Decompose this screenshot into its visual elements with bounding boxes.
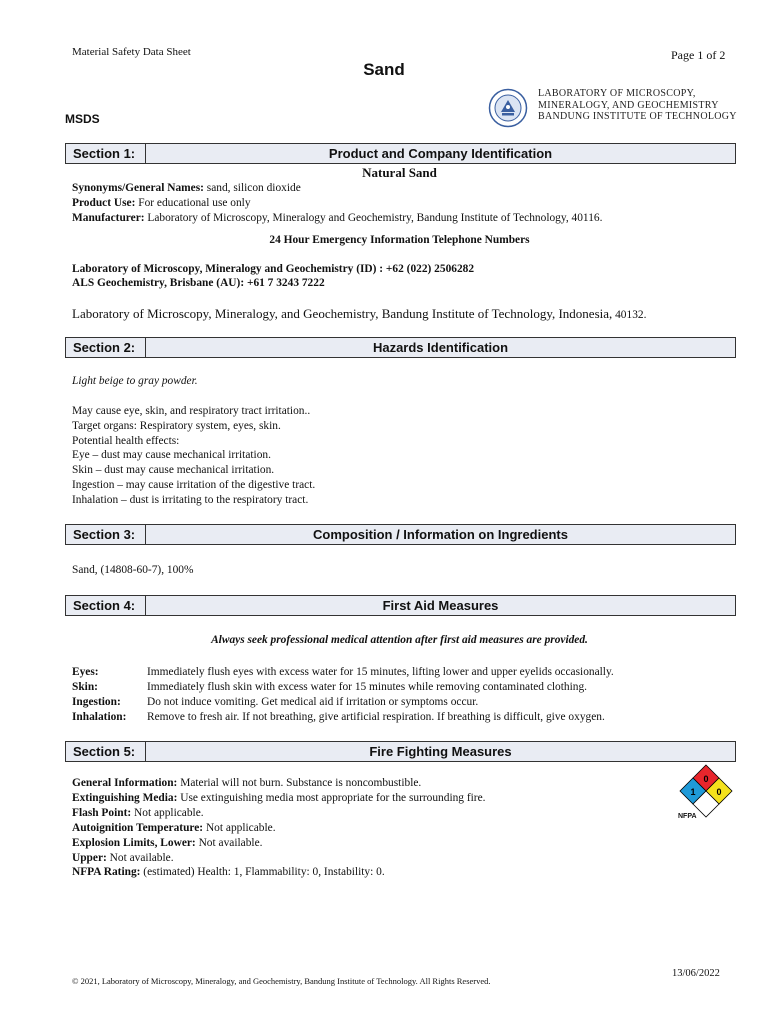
fire-info-value: (estimated) Health: 1, Flammability: 0, Instability: 0. [140, 866, 385, 878]
section-2-header [65, 337, 736, 358]
nfpa-diamond [678, 763, 734, 823]
first-aid-text: Immediately flush eyes with excess water for 15 minutes, lifting lower and upper eyelids occasionally. [147, 666, 614, 678]
nfpa-label: NFPA [678, 813, 697, 820]
nfpa-instability-value: 0 [716, 787, 722, 797]
section-number: Section 1: [66, 144, 146, 163]
address-text: Laboratory of Microscopy, Mineralogy, and Geochemistry, Bandung Institute of Technology, Indonesia, [72, 306, 613, 321]
hazard-line: Eye – dust may cause mechanical irritation. [72, 449, 271, 461]
section-title: Product and Company Identification [328, 146, 553, 161]
logo-line: MINERALOGY, AND GEOCHEMISTRY [538, 99, 719, 111]
fire-info-line [72, 866, 385, 878]
fire-info-line [72, 852, 174, 864]
hazard-line: Skin – dust may cause mechanical irritation. [72, 464, 275, 476]
manufacturer-line [72, 212, 602, 224]
msds-label: MSDS [65, 112, 100, 126]
first-aid-label: Eyes: [72, 666, 99, 678]
fire-info-value: Not applicable. [131, 807, 204, 819]
fire-info-label: Explosion Limits, Lower: [72, 837, 196, 849]
hazard-line: Target organs: Respiratory system, eyes, skin. [72, 420, 281, 432]
product-use-line [72, 197, 251, 209]
section-3-header [65, 524, 736, 545]
product-name: Natural Sand [362, 165, 437, 180]
section-title: Composition / Information on Ingredients [313, 527, 568, 542]
section-4-header [65, 595, 736, 616]
seal-icon [488, 88, 528, 128]
section-1-header [65, 143, 736, 164]
fire-info-label: Autoignition Temperature: [72, 822, 204, 834]
fire-info-label: General Information: [72, 777, 178, 789]
logo-line: BANDUNG INSTITUTE OF TECHNOLOGY [538, 111, 737, 122]
appearance-text: Light beige to gray powder. [72, 375, 198, 387]
fire-info-label: Upper: [72, 852, 107, 864]
section-number: Section 3: [66, 525, 146, 544]
section-number: Section 5: [66, 742, 146, 761]
section-5-header [65, 741, 736, 762]
fire-info-line [72, 807, 204, 819]
composition-text: Sand, (14808-60-7), 100% [72, 564, 194, 576]
section-title: First Aid Measures [382, 598, 499, 613]
address-code: 40132. [612, 309, 647, 321]
page-number: Page 1 of 2 [671, 48, 726, 62]
hazard-line: May cause eye, skin, and respiratory tract irritation.. [72, 405, 311, 417]
fire-info-value: Not available. [195, 837, 263, 849]
section-number: Section 2: [66, 338, 146, 357]
synonyms-label: Synonyms/General Names: [72, 182, 204, 194]
fire-info-value: Material will not burn. Substance is noncombustible. [177, 777, 422, 789]
first-aid-text: Immediately flush skin with excess water for 15 minutes while removing contaminated clothing. [147, 681, 588, 693]
emergency-phone-id: Laboratory of Microscopy, Mineralogy and Geochemistry (ID) : +62 (022) 2506282 [72, 263, 475, 275]
section-number: Section 4: [66, 596, 146, 615]
first-aid-label: Inhalation: [72, 711, 127, 723]
section-title: Fire Fighting Measures [369, 744, 512, 759]
fire-info-line [72, 837, 262, 849]
first-aid-label: Ingestion: [72, 696, 121, 708]
fire-info-value: Not applicable. [203, 822, 276, 834]
nfpa-health-value: 1 [690, 787, 696, 797]
fire-info-line [72, 822, 276, 834]
fire-info-label: Extinguishing Media: [72, 792, 178, 804]
institution-logo [488, 88, 738, 128]
product-use-label: Product Use: [72, 197, 136, 209]
first-aid-label: Skin: [72, 681, 98, 693]
fire-info-value: Not available. [106, 852, 174, 864]
page-title: Sand [363, 60, 405, 79]
hazard-line: Ingestion – may cause irritation of the digestive tract. [72, 479, 316, 491]
logo-text [538, 88, 737, 123]
copyright-notice: © 2021, Laboratory of Microscopy, Mineralogy, and Geochemistry, Bandung Institute of Technology. All Rights Reserved. [72, 976, 491, 986]
fire-info-line [72, 777, 421, 789]
product-use-value: For educational use only [135, 197, 251, 209]
section-title: Hazards Identification [372, 340, 509, 355]
synonyms-value: sand, silicon dioxide [203, 182, 301, 194]
document-type: Material Safety Data Sheet [72, 46, 191, 58]
first-aid-text: Do not induce vomiting. Get medical aid if irritation or symptoms occur. [147, 696, 479, 708]
hazard-line: Potential health effects: [72, 435, 180, 447]
manufacturer-label: Manufacturer: [72, 212, 145, 224]
emergency-phone-au: ALS Geochemistry, Brisbane (AU): +61 7 3243 7222 [72, 277, 325, 289]
first-aid-text: Remove to fresh air. If not breathing, give artificial respiration. If breathing is difficult, give oxygen. [147, 711, 605, 723]
fire-info-label: Flash Point: [72, 807, 132, 819]
emergency-heading: 24 Hour Emergency Information Telephone Numbers [269, 234, 530, 246]
document-date: 13/06/2022 [672, 968, 720, 979]
hazard-line: Inhalation – dust is irritating to the respiratory tract. [72, 494, 309, 506]
nfpa-flammability-value: 0 [703, 774, 709, 784]
fire-info-value: Use extinguishing media most appropriate for the surrounding fire. [177, 792, 486, 804]
fire-info-line [72, 792, 486, 804]
first-aid-note: Always seek professional medical attention after first aid measures are provided. [211, 634, 588, 646]
manufacturer-value: Laboratory of Microscopy, Mineralogy and Geochemistry, Bandung Institute of Technology, 40116. [144, 212, 603, 224]
logo-line: LABORATORY OF MICROSCOPY, [538, 88, 696, 99]
synonyms-line [72, 182, 301, 194]
company-address [72, 306, 646, 322]
fire-info-label: NFPA Rating: [72, 866, 141, 878]
